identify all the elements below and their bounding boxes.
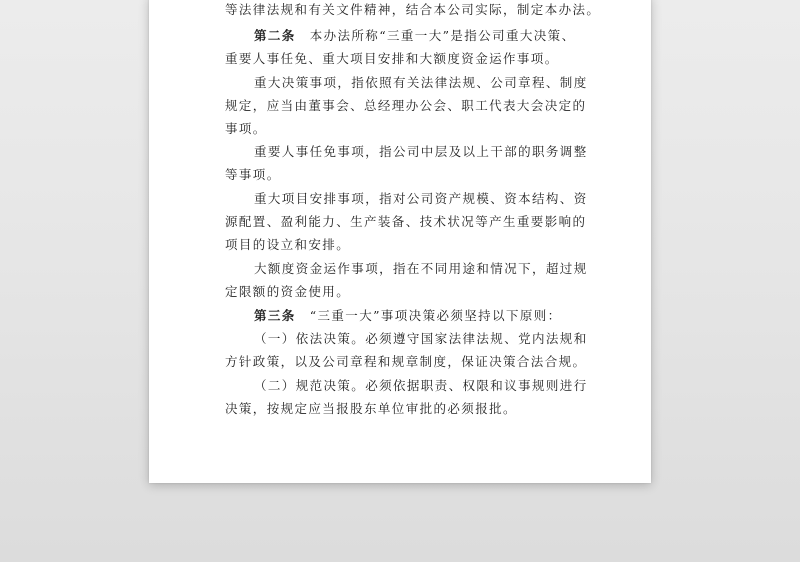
paragraph-line: 等法律法规和有关文件精神，结合本公司实际，制定本办法。 (225, 2, 601, 17)
paragraph-line: 源配置、盈利能力、生产装备、技术状况等产生重要影响的 (225, 214, 587, 229)
article-2-label: 第二条 (254, 28, 296, 43)
article-2-heading-line (254, 27, 576, 45)
paragraph-line: 重大决策事项，指依照有关法律法规、公司章程、制度 (254, 75, 588, 90)
paragraph-line: 重要人事任免事项，指公司中层及以上干部的职务调整 (254, 144, 588, 159)
paragraph-line: 等事项。 (225, 167, 281, 182)
document-page (149, 0, 651, 483)
paragraph-line: 定限额的资金使用。 (225, 284, 351, 299)
paragraph-line: 方针政策，以及公司章程和规章制度，保证决策合法合规。 (225, 354, 587, 369)
paragraph-line: 项目的设立和安排。 (225, 237, 351, 252)
paragraph-line: 规定，应当由董事会、总经理办公会、职工代表大会决定的 (225, 98, 587, 113)
paragraph-line: 重要人事任免、重大项目安排和大额度资金运作事项。 (225, 51, 559, 66)
article-3-label: 第三条 (254, 308, 296, 323)
article-2-text: 本办法所称“三重一大”是指公司重大决策、 (309, 28, 576, 43)
article-3-text: “三重一大”事项决策必须坚持以下原则： (309, 308, 562, 323)
paragraph-line: （一）依法决策。必须遵守国家法律法规、党内法规和 (254, 331, 588, 346)
paragraph-line: 事项。 (225, 121, 267, 136)
paragraph-line: 决策，按规定应当报股东单位审批的必须报批。 (225, 401, 517, 416)
article-3-heading-line (254, 307, 562, 325)
paragraph-line: 重大项目安排事项，指对公司资产规模、资本结构、资 (254, 191, 588, 206)
paragraph-line: （二）规范决策。必须依据职责、权限和议事规则进行 (254, 378, 588, 393)
paragraph-line: 大额度资金运作事项，指在不同用途和情况下，超过规 (254, 261, 588, 276)
